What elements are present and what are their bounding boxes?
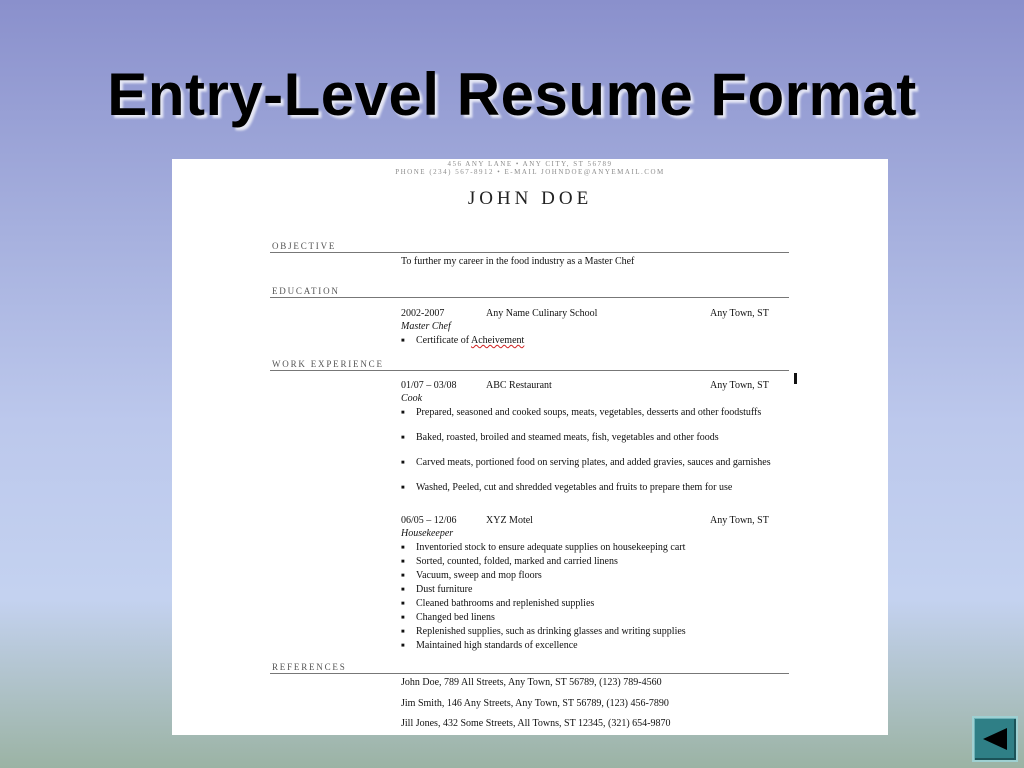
job-employer: XYZ Motel [486, 515, 533, 526]
section-label-education: EDUCATION [272, 286, 340, 296]
job-duty: Carved meats, portioned food on serving plates, and added gravies, sauces and garnishes [416, 457, 771, 468]
objective-text: To further my career in the food industry as a Master Chef [401, 256, 635, 267]
previous-slide-button[interactable] [972, 716, 1018, 762]
job-duty: Changed bed linens [416, 612, 495, 623]
section-label-work: WORK EXPERIENCE [272, 359, 384, 369]
bullet-marker: ■ [401, 545, 405, 551]
resume-document [172, 159, 888, 735]
job-duty: Cleaned bathrooms and replenished supplies [416, 598, 595, 609]
slide-title: Entry-Level Resume Format [107, 61, 917, 128]
reference-entry: Jim Smith, 146 Any Streets, Any Town, ST 56789, (123) 456-7890 [401, 698, 669, 709]
previous-arrow-icon [981, 727, 1009, 751]
education-location: Any Town, ST [710, 308, 769, 319]
job-dates: 06/05 – 12/06 [401, 515, 457, 526]
job-title: Housekeeper [401, 528, 454, 539]
job-dates: 01/07 – 03/08 [401, 380, 457, 391]
bullet-marker: ■ [401, 573, 405, 579]
job-duty: Prepared, seasoned and cooked soups, meats, vegetables, desserts and other foodstuffs [416, 407, 762, 418]
job-duty: Sorted, counted, folded, marked and carried linens [416, 556, 618, 567]
section-label-references: REFERENCES [272, 662, 347, 672]
job-duty: Replenished supplies, such as drinking glasses and writing supplies [416, 626, 686, 637]
contact-phone-email: PHONE (234) 567-8912 • E-MAIL JOHNDOE@ANYEMAIL.COM [395, 168, 665, 176]
job-employer: ABC Restaurant [486, 380, 552, 391]
education-degree: Master Chef [401, 321, 451, 332]
job-location: Any Town, ST [710, 380, 769, 391]
bullet-marker: ■ [401, 410, 405, 416]
bullet-marker: ■ [401, 587, 405, 593]
section-divider [270, 252, 789, 253]
section-divider [270, 370, 789, 371]
resume-name: JOHN DOE [467, 188, 593, 209]
spelling-error-word: Acheivement [470, 335, 525, 346]
reference-entry: Jill Jones, 432 Some Streets, All Towns, ST 12345, (321) 654-9870 [401, 718, 671, 729]
bullet-marker: ■ [401, 601, 405, 607]
bullet-marker: ■ [401, 460, 405, 466]
contact-address: 456 ANY LANE • ANY CITY, ST 56789 [447, 160, 613, 168]
education-dates: 2002-2007 [401, 308, 445, 319]
job-duty: Washed, Peeled, cut and shredded vegetables and fruits to prepare them for use [416, 482, 733, 493]
section-label-objective: OBJECTIVE [272, 241, 337, 251]
bullet-marker: ■ [401, 559, 405, 565]
section-divider [270, 297, 789, 298]
job-title: Cook [401, 393, 423, 404]
education-school: Any Name Culinary School [486, 308, 598, 319]
bullet-marker: ■ [401, 338, 405, 344]
bullet-marker: ■ [401, 435, 405, 441]
bullet-marker: ■ [401, 615, 405, 621]
job-duty: Inventoried stock to ensure adequate supplies on housekeeping cart [416, 542, 686, 553]
bullet-marker: ■ [401, 485, 405, 491]
education-certificate: Certificate of Acheivement [416, 335, 525, 346]
job-duty: Vacuum, sweep and mop floors [416, 570, 542, 581]
job-location: Any Town, ST [710, 515, 769, 526]
bullet-marker: ■ [401, 629, 405, 635]
job-duty: Maintained high standards of excellence [416, 640, 578, 651]
section-divider [270, 673, 789, 674]
job-duty: Baked, roasted, broiled and steamed meats, fish, vegetables and other foods [416, 432, 719, 443]
job-duty: Dust furniture [416, 584, 473, 595]
reference-entry: John Doe, 789 All Streets, Any Town, ST 56789, (123) 789-4560 [401, 677, 662, 688]
bullet-marker: ■ [401, 643, 405, 649]
text-cursor [794, 373, 797, 384]
